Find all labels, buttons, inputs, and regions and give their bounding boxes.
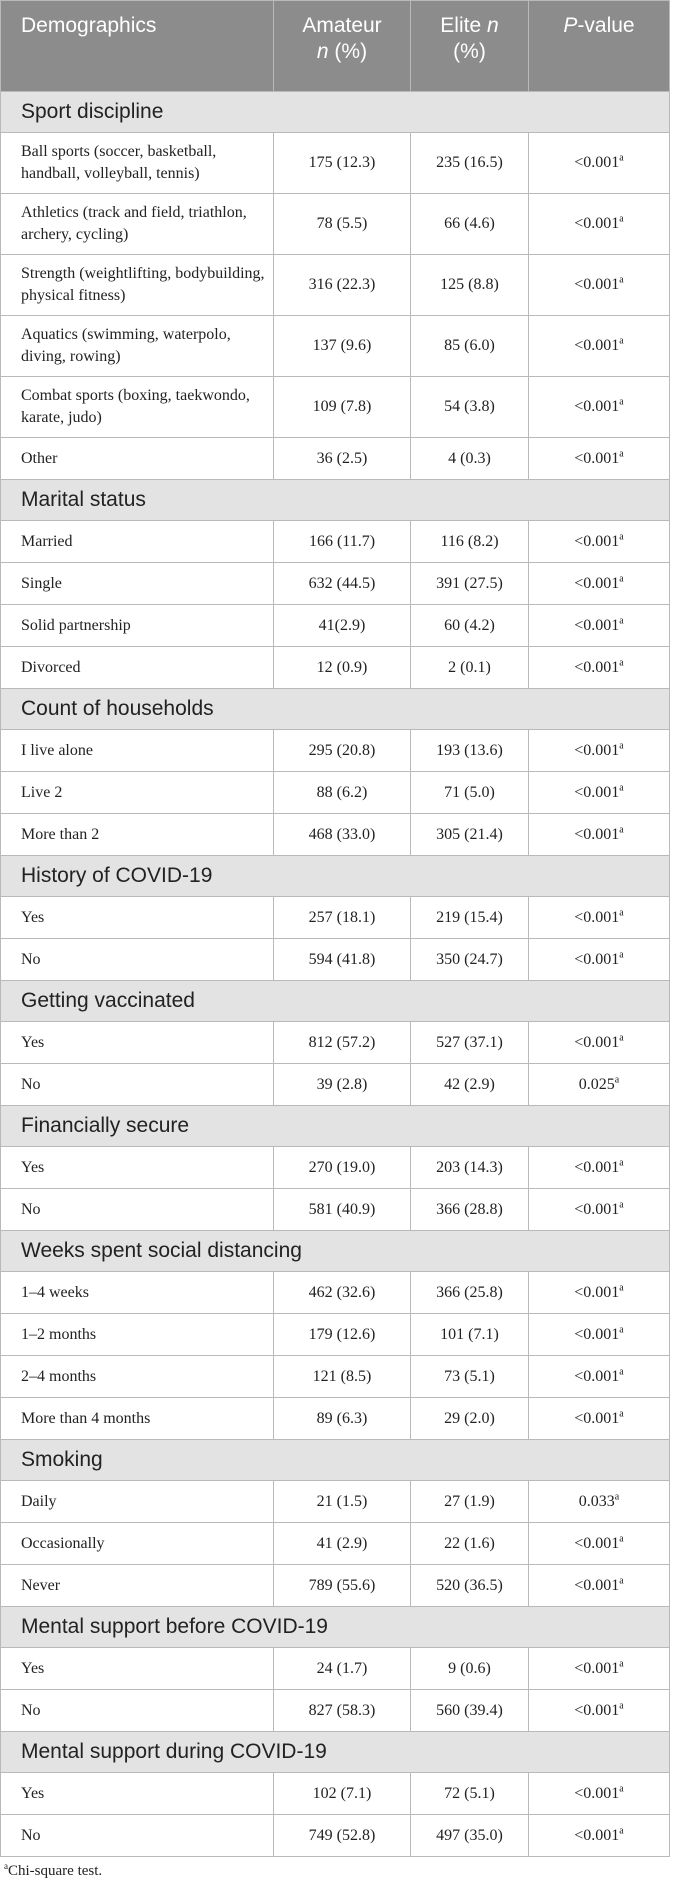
p-value-footnote-marker: a bbox=[619, 1408, 624, 1420]
p-value-text: 0.033 bbox=[578, 1492, 615, 1510]
elite-value: 85 (6.0) bbox=[411, 316, 529, 377]
elite-value: 66 (4.6) bbox=[411, 194, 529, 255]
table-row bbox=[1, 1398, 670, 1440]
p-value-text: <0.001 bbox=[574, 1033, 620, 1051]
amateur-value: 41 (2.9) bbox=[274, 1523, 411, 1565]
row-label: Daily bbox=[1, 1481, 274, 1523]
row-label: Single bbox=[1, 563, 274, 605]
row-label: Never bbox=[1, 1565, 274, 1607]
table-row bbox=[1, 316, 670, 377]
p-value bbox=[529, 814, 670, 856]
p-value-text: <0.001 bbox=[574, 908, 620, 926]
amateur-value: 88 (6.2) bbox=[274, 772, 411, 814]
p-value bbox=[529, 772, 670, 814]
p-value bbox=[529, 255, 670, 316]
p-value bbox=[529, 1022, 670, 1064]
p-value-text: <0.001 bbox=[574, 1158, 620, 1176]
p-value-text: <0.001 bbox=[574, 398, 620, 415]
p-value-footnote-marker: a bbox=[619, 1366, 624, 1378]
p-value-footnote-marker: a bbox=[614, 1074, 620, 1086]
row-label: Yes bbox=[1, 1147, 274, 1189]
p-value-footnote-marker: a bbox=[619, 824, 624, 836]
section-title: Mental support before COVID-19 bbox=[1, 1607, 670, 1648]
row-label: No bbox=[1, 1690, 274, 1732]
header-elite-n: n bbox=[487, 14, 499, 37]
header-p-italic: P bbox=[563, 14, 578, 37]
amateur-value: 749 (52.8) bbox=[274, 1815, 411, 1857]
row-label: Yes bbox=[1, 1773, 274, 1815]
section-title: Sport discipline bbox=[1, 92, 670, 133]
section-row bbox=[1, 1732, 670, 1773]
table-row bbox=[1, 605, 670, 647]
elite-value: 219 (15.4) bbox=[411, 897, 529, 939]
amateur-value: 594 (41.8) bbox=[274, 939, 411, 981]
p-value bbox=[529, 1272, 670, 1314]
p-value bbox=[529, 1314, 670, 1356]
p-value-text: <0.001 bbox=[574, 154, 620, 171]
p-value-footnote-marker: a bbox=[619, 657, 624, 669]
p-value bbox=[529, 1773, 670, 1815]
amateur-value: 21 (1.5) bbox=[274, 1481, 411, 1523]
elite-value: 27 (1.9) bbox=[411, 1481, 529, 1523]
amateur-value: 175 (12.3) bbox=[274, 133, 411, 194]
p-value bbox=[529, 1523, 670, 1565]
p-value-footnote-marker: a bbox=[619, 531, 624, 543]
p-value bbox=[529, 1147, 670, 1189]
table-body bbox=[1, 92, 670, 1857]
table-row bbox=[1, 1481, 670, 1523]
row-label: 2–4 months bbox=[1, 1356, 274, 1398]
amateur-value: 581 (40.9) bbox=[274, 1189, 411, 1231]
amateur-value: 270 (19.0) bbox=[274, 1147, 411, 1189]
table-row bbox=[1, 194, 670, 255]
p-value bbox=[529, 133, 670, 194]
row-label: No bbox=[1, 1189, 274, 1231]
table-row bbox=[1, 1815, 670, 1857]
elite-value: 116 (8.2) bbox=[411, 521, 529, 563]
p-value-footnote-marker: a bbox=[619, 1575, 624, 1587]
elite-value: 520 (36.5) bbox=[411, 1565, 529, 1607]
elite-value: 125 (8.8) bbox=[411, 255, 529, 316]
p-value bbox=[529, 939, 670, 981]
row-label: Solid partnership bbox=[1, 605, 274, 647]
p-value-text: <0.001 bbox=[574, 215, 620, 232]
row-label: Aquatics (swimming, waterpolo, diving, rowing) bbox=[1, 316, 274, 377]
p-value-text: <0.001 bbox=[574, 783, 620, 801]
section-row bbox=[1, 1231, 670, 1272]
table-row bbox=[1, 521, 670, 563]
elite-value: 4 (0.3) bbox=[411, 438, 529, 480]
amateur-value: 24 (1.7) bbox=[274, 1648, 411, 1690]
elite-value: 54 (3.8) bbox=[411, 377, 529, 438]
p-value-footnote-marker: a bbox=[619, 1157, 624, 1169]
table-header bbox=[1, 1, 670, 92]
p-value-text: <0.001 bbox=[574, 1534, 620, 1552]
elite-value: 305 (21.4) bbox=[411, 814, 529, 856]
p-value bbox=[529, 377, 670, 438]
row-label: Strength (weightlifting, bodybuilding, physical fitness) bbox=[1, 255, 274, 316]
amateur-value: 462 (32.6) bbox=[274, 1272, 411, 1314]
p-value-footnote-marker: a bbox=[619, 335, 624, 347]
elite-value: 391 (27.5) bbox=[411, 563, 529, 605]
row-label: No bbox=[1, 939, 274, 981]
row-label: More than 4 months bbox=[1, 1398, 274, 1440]
header-amateur-label: Amateur bbox=[302, 14, 382, 37]
section-title: Financially secure bbox=[1, 1106, 670, 1147]
p-value-text: <0.001 bbox=[574, 276, 620, 293]
p-value bbox=[529, 563, 670, 605]
amateur-value: 121 (8.5) bbox=[274, 1356, 411, 1398]
elite-value: 73 (5.1) bbox=[411, 1356, 529, 1398]
p-value bbox=[529, 316, 670, 377]
elite-value: 497 (35.0) bbox=[411, 1815, 529, 1857]
row-label: I live alone bbox=[1, 730, 274, 772]
row-label: Athletics (track and field, triathlon, archery, cycling) bbox=[1, 194, 274, 255]
amateur-value: 12 (0.9) bbox=[274, 647, 411, 689]
amateur-value: 166 (11.7) bbox=[274, 521, 411, 563]
elite-value: 235 (16.5) bbox=[411, 133, 529, 194]
table-row bbox=[1, 1648, 670, 1690]
amateur-value: 789 (55.6) bbox=[274, 1565, 411, 1607]
p-value-text: <0.001 bbox=[574, 1325, 620, 1343]
p-value bbox=[529, 647, 670, 689]
table-row bbox=[1, 1147, 670, 1189]
p-value-footnote-marker: a bbox=[619, 949, 624, 961]
table-row bbox=[1, 1272, 670, 1314]
table-row bbox=[1, 730, 670, 772]
p-value bbox=[529, 1064, 670, 1106]
table-row bbox=[1, 897, 670, 939]
p-value bbox=[529, 1481, 670, 1523]
row-label: Other bbox=[1, 438, 274, 480]
section-title: Smoking bbox=[1, 1440, 670, 1481]
p-value-footnote-marker: a bbox=[619, 1324, 624, 1336]
section-title: Count of households bbox=[1, 689, 670, 730]
p-value-footnote-marker: a bbox=[619, 274, 624, 286]
p-value-text: 0.025 bbox=[578, 1075, 615, 1093]
section-title: Marital status bbox=[1, 480, 670, 521]
header-amateur bbox=[274, 1, 411, 92]
header-amateur-pct: (%) bbox=[334, 40, 368, 63]
p-value-footnote-marker: a bbox=[619, 213, 624, 225]
p-value bbox=[529, 605, 670, 647]
table-row bbox=[1, 1356, 670, 1398]
elite-value: 72 (5.1) bbox=[411, 1773, 529, 1815]
section-title: History of COVID-19 bbox=[1, 856, 670, 897]
elite-value: 2 (0.1) bbox=[411, 647, 529, 689]
table-row bbox=[1, 377, 670, 438]
header-row bbox=[1, 1, 670, 92]
table-row bbox=[1, 133, 670, 194]
table-row bbox=[1, 1523, 670, 1565]
header-demographics-label: Demographics bbox=[21, 14, 157, 37]
p-value bbox=[529, 438, 670, 480]
section-row bbox=[1, 1440, 670, 1481]
p-value-footnote-marker: a bbox=[619, 573, 624, 585]
table-row bbox=[1, 814, 670, 856]
amateur-value: 257 (18.1) bbox=[274, 897, 411, 939]
p-value-text: <0.001 bbox=[574, 574, 620, 592]
p-value-text: <0.001 bbox=[574, 1200, 620, 1218]
table-row bbox=[1, 772, 670, 814]
amateur-value: 827 (58.3) bbox=[274, 1690, 411, 1732]
p-value-text: <0.001 bbox=[574, 1701, 620, 1719]
table-row bbox=[1, 647, 670, 689]
p-value-footnote-marker: a bbox=[619, 782, 624, 794]
table-row bbox=[1, 1773, 670, 1815]
p-value-footnote-marker: a bbox=[619, 615, 624, 627]
p-value-footnote-marker: a bbox=[619, 1700, 624, 1712]
elite-value: 193 (13.6) bbox=[411, 730, 529, 772]
p-value-footnote-marker: a bbox=[619, 907, 624, 919]
table-footnote bbox=[0, 1857, 669, 1880]
p-value bbox=[529, 897, 670, 939]
elite-value: 527 (37.1) bbox=[411, 1022, 529, 1064]
table-row bbox=[1, 1690, 670, 1732]
p-value-text: <0.001 bbox=[574, 337, 620, 354]
p-value bbox=[529, 194, 670, 255]
section-title: Weeks spent social distancing bbox=[1, 1231, 670, 1272]
elite-value: 29 (2.0) bbox=[411, 1398, 529, 1440]
table-row bbox=[1, 1314, 670, 1356]
footnote-marker: a bbox=[4, 1861, 8, 1871]
row-label: Combat sports (boxing, taekwondo, karate, judo) bbox=[1, 377, 274, 438]
p-value bbox=[529, 1565, 670, 1607]
p-value-text: <0.001 bbox=[574, 1576, 620, 1594]
elite-value: 560 (39.4) bbox=[411, 1690, 529, 1732]
amateur-value: 102 (7.1) bbox=[274, 1773, 411, 1815]
p-value-text: <0.001 bbox=[574, 1409, 620, 1427]
table-row bbox=[1, 563, 670, 605]
p-value bbox=[529, 730, 670, 772]
amateur-value: 316 (22.3) bbox=[274, 255, 411, 316]
amateur-value: 179 (12.6) bbox=[274, 1314, 411, 1356]
elite-value: 350 (24.7) bbox=[411, 939, 529, 981]
elite-value: 101 (7.1) bbox=[411, 1314, 529, 1356]
table-row bbox=[1, 438, 670, 480]
amateur-value: 78 (5.5) bbox=[274, 194, 411, 255]
row-label: Occasionally bbox=[1, 1523, 274, 1565]
elite-value: 366 (28.8) bbox=[411, 1189, 529, 1231]
amateur-value: 468 (33.0) bbox=[274, 814, 411, 856]
section-row bbox=[1, 1607, 670, 1648]
elite-value: 9 (0.6) bbox=[411, 1648, 529, 1690]
p-value-footnote-marker: a bbox=[619, 1783, 624, 1795]
header-demographics bbox=[1, 1, 274, 92]
section-title: Getting vaccinated bbox=[1, 981, 670, 1022]
row-label: Yes bbox=[1, 1022, 274, 1064]
p-value-footnote-marker: a bbox=[619, 1282, 624, 1294]
row-label: Divorced bbox=[1, 647, 274, 689]
section-row bbox=[1, 689, 670, 730]
p-value-text: <0.001 bbox=[574, 449, 620, 467]
p-value-text: <0.001 bbox=[574, 616, 620, 634]
section-row bbox=[1, 480, 670, 521]
p-value-footnote-marker: a bbox=[619, 396, 624, 408]
p-value-footnote-marker: a bbox=[619, 740, 624, 752]
p-value-text: <0.001 bbox=[574, 741, 620, 759]
table-row bbox=[1, 255, 670, 316]
p-value bbox=[529, 1398, 670, 1440]
header-elite-pct: (%) bbox=[453, 40, 486, 63]
p-value bbox=[529, 1189, 670, 1231]
amateur-value: 137 (9.6) bbox=[274, 316, 411, 377]
section-row bbox=[1, 981, 670, 1022]
table-row bbox=[1, 1565, 670, 1607]
row-label: Yes bbox=[1, 897, 274, 939]
p-value-text: <0.001 bbox=[574, 1784, 620, 1802]
elite-value: 22 (1.6) bbox=[411, 1523, 529, 1565]
p-value bbox=[529, 1690, 670, 1732]
section-row bbox=[1, 1106, 670, 1147]
p-value-text: <0.001 bbox=[574, 1367, 620, 1385]
p-value-text: <0.001 bbox=[574, 1283, 620, 1301]
elite-value: 71 (5.0) bbox=[411, 772, 529, 814]
row-label: More than 2 bbox=[1, 814, 274, 856]
header-elite-label: Elite bbox=[440, 14, 482, 37]
header-p-value bbox=[529, 1, 670, 92]
p-value-text: <0.001 bbox=[574, 950, 620, 968]
table-row bbox=[1, 1189, 670, 1231]
elite-value: 42 (2.9) bbox=[411, 1064, 529, 1106]
p-value-footnote-marker: a bbox=[619, 152, 624, 164]
row-label: No bbox=[1, 1064, 274, 1106]
p-value-text: <0.001 bbox=[574, 658, 620, 676]
section-row bbox=[1, 856, 670, 897]
elite-value: 60 (4.2) bbox=[411, 605, 529, 647]
header-elite bbox=[411, 1, 529, 92]
table-row bbox=[1, 1064, 670, 1106]
amateur-value: 295 (20.8) bbox=[274, 730, 411, 772]
row-label: 1–2 months bbox=[1, 1314, 274, 1356]
row-label: Yes bbox=[1, 1648, 274, 1690]
amateur-value: 89 (6.3) bbox=[274, 1398, 411, 1440]
p-value-footnote-marker: a bbox=[619, 1825, 624, 1837]
section-row bbox=[1, 92, 670, 133]
amateur-value: 41(2.9) bbox=[274, 605, 411, 647]
amateur-value: 39 (2.8) bbox=[274, 1064, 411, 1106]
row-label: Live 2 bbox=[1, 772, 274, 814]
header-p-rest: -value bbox=[577, 14, 635, 37]
p-value bbox=[529, 1815, 670, 1857]
row-label: 1–4 weeks bbox=[1, 1272, 274, 1314]
p-value-footnote-marker: a bbox=[619, 1199, 624, 1211]
p-value bbox=[529, 521, 670, 563]
p-value-footnote-marker: a bbox=[619, 448, 624, 460]
amateur-value: 632 (44.5) bbox=[274, 563, 411, 605]
footnote-text: Chi-square test. bbox=[8, 1863, 103, 1879]
elite-value: 203 (14.3) bbox=[411, 1147, 529, 1189]
amateur-value: 812 (57.2) bbox=[274, 1022, 411, 1064]
amateur-value: 36 (2.5) bbox=[274, 438, 411, 480]
p-value-text: <0.001 bbox=[574, 532, 620, 550]
p-value bbox=[529, 1648, 670, 1690]
row-label: Married bbox=[1, 521, 274, 563]
row-label: Ball sports (soccer, basketball, handball, volleyball, tennis) bbox=[1, 133, 274, 194]
header-amateur-n: n bbox=[316, 40, 329, 63]
p-value-text: <0.001 bbox=[574, 1659, 620, 1677]
section-title: Mental support during COVID-19 bbox=[1, 1732, 670, 1773]
table-row bbox=[1, 939, 670, 981]
p-value-footnote-marker: a bbox=[619, 1658, 624, 1670]
p-value-footnote-marker: a bbox=[614, 1491, 620, 1503]
elite-value: 366 (25.8) bbox=[411, 1272, 529, 1314]
table-row bbox=[1, 1022, 670, 1064]
p-value-text: <0.001 bbox=[574, 1826, 620, 1844]
p-value-footnote-marker: a bbox=[619, 1032, 624, 1044]
amateur-value: 109 (7.8) bbox=[274, 377, 411, 438]
p-value-footnote-marker: a bbox=[619, 1533, 624, 1545]
p-value bbox=[529, 1356, 670, 1398]
row-label: No bbox=[1, 1815, 274, 1857]
p-value-text: <0.001 bbox=[574, 825, 620, 843]
